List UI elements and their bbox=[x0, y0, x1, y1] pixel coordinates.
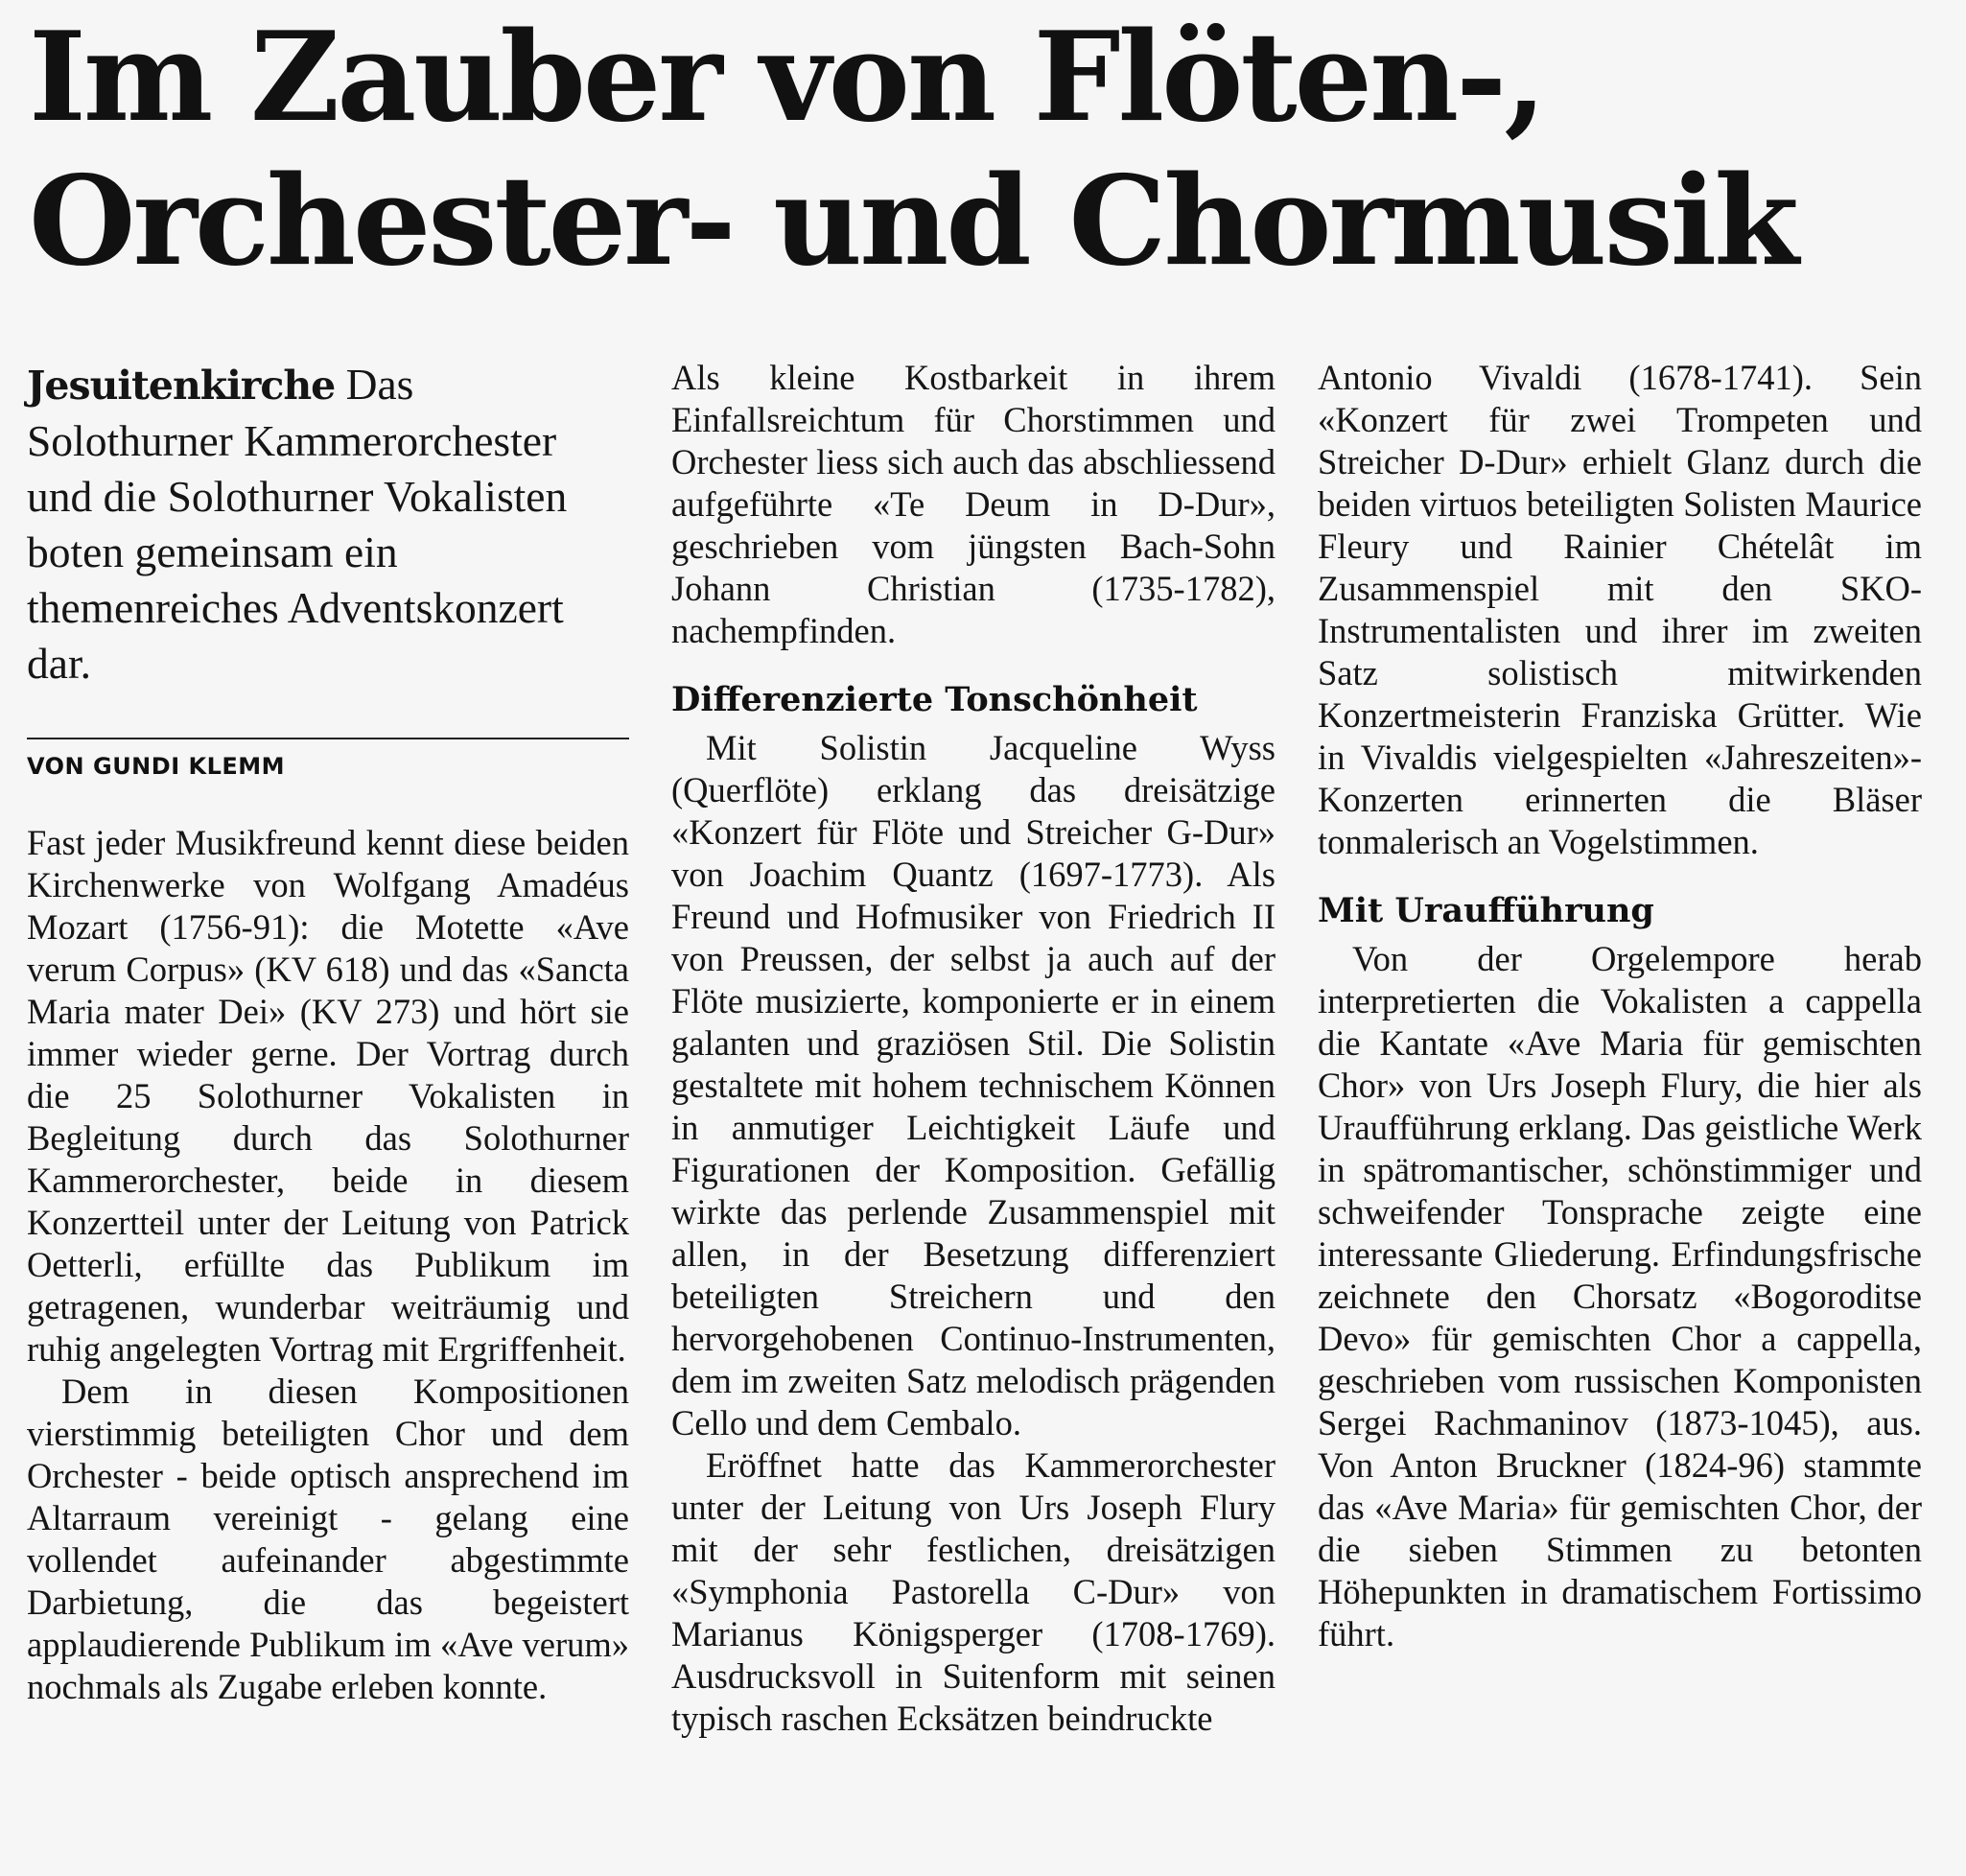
paragraph-2: Dem in diesen Kompositionen vierstimmig beteiligten Chor und dem Orchester - beide optisch ansprechend im Altarraum vereinigt - gelang eine vollendet aufeinander abgestimmte Darbietung, die das begeistert applaudierende Publikum im «Ave verum» nochmals als Zugabe erleben konnte. bbox=[27, 1372, 629, 1706]
divider-rule bbox=[27, 738, 629, 739]
paragraph-6: Von der Orgelempore herab interpretierten die Vokalisten a cappella die Kantate «Ave Maria für gemischten Chor» von Urs Joseph Flury, die hier als Uraufführung erklang. Das geistliche Werk in spätromantischer, schönstimmiger und schweifender Tonsprache zeigte eine interessante Gliederung. Erfindungsfrische zeichnete den Chorsatz «Bogoroditse Devo» für gemischten Chor a cappella, geschrieben vom russischen Komponisten Sergei Rachmaninov (1873-1045), aus. Von Anton Bruckner (1824-96) stammte das «Ave Maria» für gemischten Chor, der die sieben Stimmen zu betonten Höhepunkten in dramatischem Fortissimo führt. bbox=[1318, 939, 1922, 1653]
paragraph-4: Mit Solistin Jacqueline Wyss (Querflöte) erklang das dreisätzige «Konzert für Flöte und Streicher G-Dur» von Joachim Quantz (1697-1773). Als Freund und Hofmusiker von Friedrich II von Preussen, der selbst ja auch auf der Flöte musizierte, komponierte er in einem galanten und graziösen Stil. Die Solistin gestaltete mit hohem technischem Können in anmutiger Leichtigkeit Läufe und Figurationen der Komposition. Gefällig wirkte das perlende Zusammenspiel mit allen, in der Besetzung differenziert beteiligten Streichern und den hervorgehobenen Continuo-Instrumenten, dem im zweiten Satz melodisch prägenden Cello und dem Cembalo. bbox=[671, 728, 1276, 1442]
lead-place: Jesuitenkirche bbox=[27, 363, 336, 409]
subheading-2: Mit Uraufführung bbox=[1318, 891, 1654, 930]
byline: VON GUNDI KLEMM bbox=[27, 753, 286, 780]
headline bbox=[29, 6, 1937, 293]
column-3 bbox=[1318, 357, 1922, 1655]
column-1 bbox=[27, 357, 629, 1708]
paragraph-5-continued: Antonio Vivaldi (1678-1741). Sein «Konzert für zwei Trompeten und Streicher D-Dur» erhielt Glanz durch die beiden virtuos beteiligten Solisten Maurice Fleury und Rainier Chételât im Zusammenspiel mit den SKO-Instrumentalisten und ihrer im zweiten Satz solistisch mitwirkenden Konzertmeisterin Franziska Grütter. Wie in Vivaldis vielgespielten «Jahreszeiten»-Konzerten erinnerten die Bläser tonmalerisch an Vogelstimmen. bbox=[1318, 358, 1922, 861]
headline-line-2: Orchester- und Chormusik bbox=[29, 150, 1796, 293]
column-2 bbox=[671, 357, 1276, 1740]
lead-paragraph bbox=[27, 357, 629, 692]
lead-text: Das Solothurner Kammerorchester und die Solothurner Vokalisten boten gemeinsam ein themenreiches Adventskonzert dar. bbox=[27, 360, 568, 688]
headline-line-1: Im Zauber von Flöten-, bbox=[29, 6, 1544, 150]
paragraph-1: Fast jeder Musikfreund kennt diese beiden Kirchenwerke von Wolfgang Amadéus Mozart (1756-91): die Motette «Ave verum Corpus» (KV 618) und das «Sancta Maria mater Dei» (KV 273) und hört sie immer wieder gerne. Der Vortrag durch die 25 Solothurner Vokalisten in Begleitung durch das Solothurner Kammerorchester, beide in diesem Konzertteil unter der Leitung von Patrick Oetterli, erfüllte das Publikum im getragenen, wunderbar weiträumig und ruhig angelegten Vortrag mit Ergriffenheit. bbox=[27, 823, 629, 1369]
subheading-1: Differenzierte Tonschönheit bbox=[671, 680, 1198, 719]
paragraph-3: Als kleine Kostbarkeit in ihrem Einfallsreichtum für Chorstimmen und Orchester liess sich auch das abschliessend aufgeführte «Te Deum in D-Dur», geschrieben vom jüngsten Bach-Sohn Johann Christian (1735-1782), nachempfinden. bbox=[671, 358, 1276, 650]
paragraph-5: Eröffnet hatte das Kammerorchester unter der Leitung von Urs Joseph Flury mit der sehr festlichen, dreisätzigen «Symphonia Pastorella C-Dur» von Marianus Königsperger (1708-1769). Ausdrucksvoll in Suitenform mit seinen typisch raschen Ecksätzen beindruckte bbox=[671, 1445, 1276, 1738]
